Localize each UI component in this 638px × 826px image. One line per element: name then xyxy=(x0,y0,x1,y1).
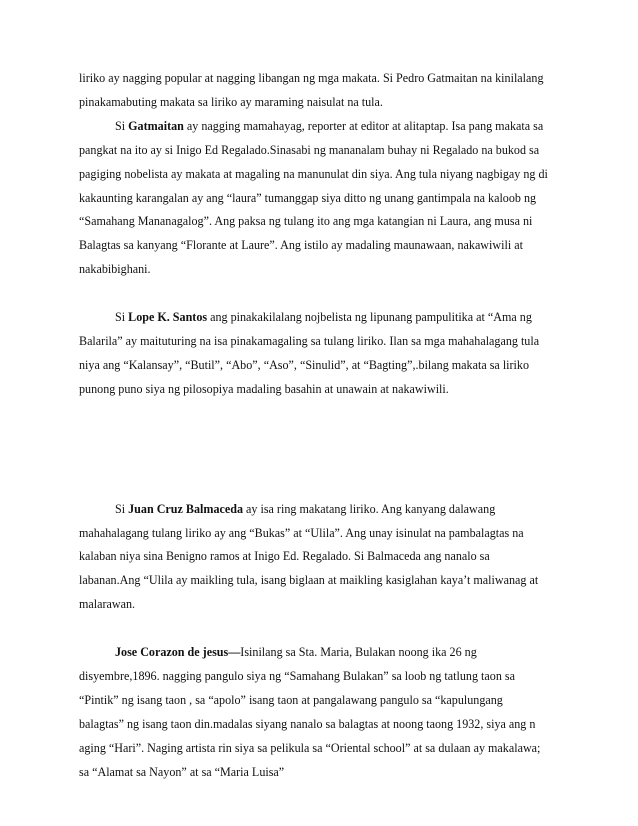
text-line: Balarila” ay maituturing na isa pinakamagaling sa tulang liriko. Ilan sa mga mahahalagang tula xyxy=(79,333,540,348)
text-line: pangkat na ito ay si Inigo Ed Regalado.Sinasabi ng mananalam buhay ni Regalado na bukod sa xyxy=(79,142,540,157)
line-rest: ay isa ring makatang liriko. Ang kanyang dalawang xyxy=(243,501,496,516)
poet-name: Gatmaitan xyxy=(128,118,184,133)
line-prefix: Si xyxy=(115,310,129,325)
text-line: balagtas” ng isang taon din.madalas siyang nanalo sa balagtas at noong taong 1932, siya ang n xyxy=(79,716,536,731)
paragraph-continuation xyxy=(79,67,571,115)
text-line: labanan.Ang “Ulila ay maikling tula, isang biglaan at maikling kasiglahan kaya’t maliwanag at xyxy=(79,573,539,588)
paragraph-gatmaitan xyxy=(79,115,571,282)
paragraph-juan-cruz-balmaceda xyxy=(79,498,571,618)
text-line: disyembre,1896. nagging pangulo siya ng “Samahang Bulakan” sa loob ng tatlung taon sa xyxy=(79,669,515,683)
text-line: sa “Alamat sa Nayon” at sa “Maria Luisa” xyxy=(79,764,285,779)
poet-name: Jose Corazon de jesus— xyxy=(115,645,241,660)
paragraph-jose-corazon-de-jesus xyxy=(79,641,571,784)
text-line: mahahalagang tulang liriko ay ang “Bukas” at “Ulila”. Ang unay isinulat na pambalagtas na xyxy=(79,525,524,540)
document-page xyxy=(79,67,571,785)
line-rest: Isinilang sa Sta. Maria, Bulakan noong ika 26 ng xyxy=(240,645,477,660)
line-prefix: Si xyxy=(115,118,129,133)
text-line xyxy=(79,498,571,522)
text-line: niya ang “Kalansay”, “Butil”, “Abo”, “Aso”, “Sinulid”, at “Bagting”,.bilang makata sa liriko xyxy=(79,357,530,372)
text-line: liriko ay nagging popular at nagging libangan ng mga makata. Si Pedro Gatmaitan na kinilalang xyxy=(79,71,544,85)
text-line: “Pintik” ng isang taon , sa “apolo” isang taon at pangalawang pangulo sa “kapulungang xyxy=(79,692,503,707)
paragraph-lope-k-santos xyxy=(79,306,571,402)
text-line: kakaunting karangalan ay ang “laura” tumanggap siya ditto ng unang gantimpala na kaloob ng xyxy=(79,190,537,205)
text-line: pinakamabuting makata sa liriko ay maraming naisulat na tula. xyxy=(79,94,383,109)
text-line xyxy=(79,115,571,139)
poet-name: Juan Cruz Balmaceda xyxy=(128,501,244,516)
text-line: malarawan. xyxy=(79,597,136,612)
text-line: punong puno siya ng pilosopiya madaling basahin at unawain at nakawiwili. xyxy=(79,381,449,396)
line-prefix: Si xyxy=(115,501,129,516)
text-line xyxy=(79,641,571,665)
poet-name: Lope K. Santos xyxy=(128,310,208,325)
text-line: “Samahang Mananagalog”. Ang paksa ng tulang ito ang mga katangian ni Laura, ang musa ni xyxy=(79,214,533,229)
text-line: aging “Hari”. Naging artista rin siya sa pelikula sa “Oriental school” at sa dulaan ay makalawa; xyxy=(79,740,541,755)
text-line: nakabibighani. xyxy=(79,262,151,277)
text-line: kalaban niya sina Benigno ramos at Inigo Ed. Regalado. Si Balmaceda ang nanalo sa xyxy=(79,549,490,564)
line-rest: ay nagging mamahayag, reporter at editor at alitaptap. Isa pang makata sa xyxy=(183,118,544,133)
text-line: pagiging nobelista ay makata at magaling na manunulat din siya. Ang tula niyang nagbigay ng di xyxy=(79,166,548,181)
text-line: Balagtas sa kanyang “Florante at Laure”. Ang istilo ay madaling maunawaan, nakawiwili at xyxy=(79,238,523,253)
text-line xyxy=(79,306,571,330)
line-rest: ang pinakakilalang nojbelista ng lipunang pampulitika at “Ama ng xyxy=(207,310,532,325)
